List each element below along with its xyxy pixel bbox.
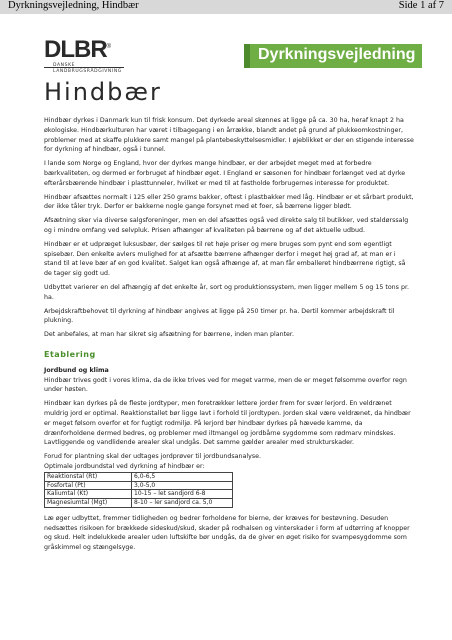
- logo-subtitle-1: DANSKE: [53, 63, 76, 68]
- paragraph: Hindbær er et udpræget luksusbær, der sælges til ret høje priser og mere bruges som pynt end som egentligt spisebær. Den enkelte avlers mulighed for at afsætte bærrene afhænger derfor i meget høj grad af, at man er i stand til at leve bær af en god kvalitet. Salget kan også afhænge af, at man får emballeret hindbærrene rigtigt, så de tager sig godt ud.: [44, 240, 406, 278]
- dlbr-logo: DLBR® DANSKE LANDBRUGSRÅDGIVNING: [44, 40, 124, 72]
- brand-label: Dyrkningsvejledning: [258, 46, 416, 63]
- document-body: [44, 116, 414, 557]
- paragraph: Læ øger udbyttet, fremmer tidligheden og bedrer forholdene for bierne, der kræves for bestøvning. Desuden nedsættes risikoen for brækkede sideskud/skud, skader på rodhalsen og vinterskader i form af udtørring af knopper og skud. Helt indelukkede arealer uden luftskifte bør undgås, da de giver en øget risiko for svampesygdomme som gråskimmel og stængelsyge.: [44, 514, 410, 552]
- table-cell-label: Fosfortal (Pt): [45, 481, 132, 490]
- table-cell-label: Reaktionstal (Rt): [45, 472, 132, 481]
- logo-text: DLBR: [44, 36, 107, 63]
- paragraph: Hindbær kan dyrkes på de fleste jordtyper, men foretrækker lettere jorder frem for svær lerjord. En veldrænet muldrig jord er optimal. Reaktionstallet bør ligge lavt i forhold til jordtypen. Jorden skal være veldrænet, da hindbær er meget følsom overfor et for fugtigt rodmiljø. På lerjord bør hindbær dyrkes på hævede kamme, da drænforholdene dermed bedres, og problemer med iltmangel og jordbårne sygdomme som rødmarv mindskes. Lavtliggende og vandlidende arealer skal undgås. Det samme gælder arealer med strukturskader.: [44, 400, 411, 447]
- table-cell-value: 3,0-5,0: [132, 481, 233, 490]
- header-document-title: Dyrkningsvejledning, Hindbær: [8, 0, 139, 11]
- table-cell-value: 8-10 – ler sandjord ca. 5,0: [132, 499, 233, 508]
- table-cell-value: 6,0-6,5: [132, 472, 233, 481]
- paragraph: Arbejdskraftbehovet til dyrkning af hindbær angives at ligge på 250 timer pr. ha. Dertil kommer arbejdskraft til plukning.: [44, 307, 395, 325]
- page-title: Hindbær: [44, 78, 162, 106]
- paragraph: Optimale jordbundstal ved dyrkning af hindbær er:: [44, 462, 205, 470]
- page-header: [0, 0, 452, 14]
- brand-banner: [244, 44, 422, 68]
- paragraph: Udbyttet varierer en del afhængig af det enkelte år, sort og produktionssystem, men ligger mellem 5 og 15 tons pr. ha.: [44, 283, 409, 301]
- paragraph: Det anbefales, at man har sikret sig afsætning for bærrene, inden man planter.: [44, 331, 294, 339]
- paragraph: I lande som Norge og England, hvor der dyrkes mange hindbær, er der arbejdet meget med at forbedre bærkvaliteten, og dermed er forbruget af hindbær øget. I England er sæsonen for hindbær forlænget ved at dyrke efterårsbærende hindbær i plasttunneler, hvilket er med til at fastholde forbrugernes interesse for produktet.: [44, 160, 406, 187]
- paragraph: Hindbær dyrkes i Danmark kun til frisk konsum. Det dyrkede areal skønnes at ligge på ca. 30 ha, heraf knapt 2 ha økologiske. Hindbærkulturen har været i tilbagegang i en årrække, blandt andet på grund af plukkeomkostninger, problemer med at skaffe plukkere samt mangel på plantebeskyttelsesmidler. I øjeblikket er der en stigende interesse for dyrkning af hindbær, også i tunnel.: [44, 117, 414, 154]
- paragraph: Hindbær afsættes normalt i 125 eller 250 grams bakker, oftest i plastbakker med låg. Hindbær er et sårbart produkt, der ikke tåler tryk. Derfor er bakkerne nogle gange forsynet med et foer, så bærrene ligger blødt.: [44, 193, 414, 211]
- logo-subtitle-2: LANDBRUGSRÅDGIVNING: [53, 69, 122, 74]
- table-row: [45, 472, 233, 481]
- table-cell-label: Kaliumtal (Kt): [45, 490, 132, 499]
- paragraph: Forud for plantning skal der udtages jordprøver til jordbundsanalyse.: [44, 453, 261, 461]
- soil-values-table: [44, 472, 233, 508]
- section-heading-etablering: Etablering: [44, 349, 96, 359]
- subsection-heading-jordbund: Jordbund og klima: [44, 366, 109, 374]
- header-page-number: Side 1 af 7: [398, 0, 444, 11]
- paragraph: Afsætning sker via diverse salgsforeninger, men en del afsættes også ved direkte salg til butikker, ved staldørssalg og i mindre omfang ved selvpluk. Prisen afhænger af kvaliteten på bærrene og af det aktuelle udbud.: [44, 217, 409, 234]
- table-row: [45, 481, 233, 490]
- table-cell-label: Magnesiumtal (Mgt): [45, 499, 132, 508]
- table-row: [45, 499, 233, 508]
- table-cell-value: 10-15 – let sandjord 6-8: [132, 490, 233, 499]
- table-row: [45, 490, 233, 499]
- paragraph: Hindbær trives godt i vores klima, da de ikke trives ved for meget varme, men de er meget følsomme overfor regn under høsten.: [44, 376, 407, 394]
